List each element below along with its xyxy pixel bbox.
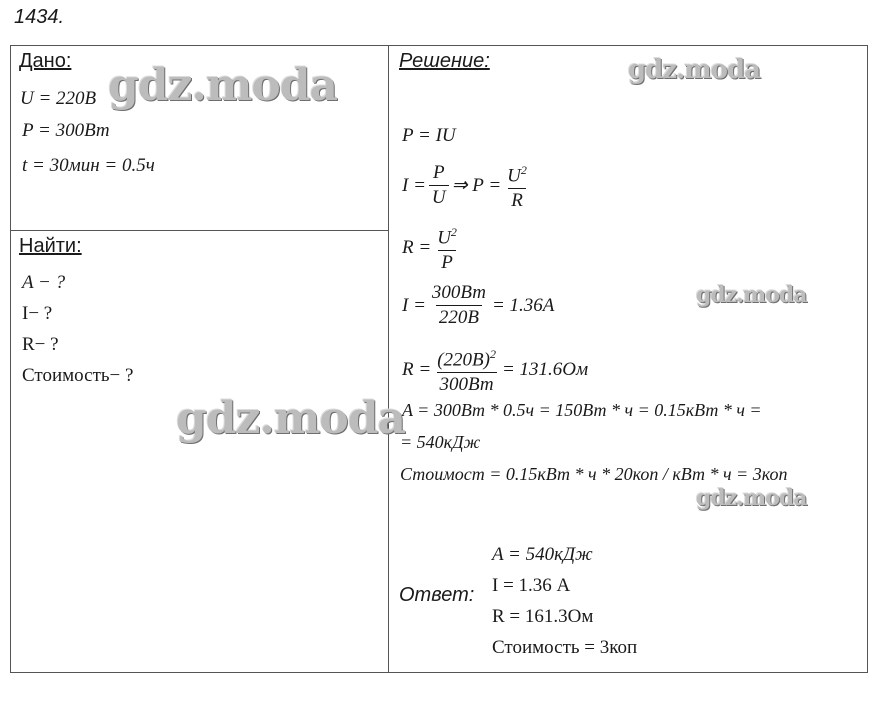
fraction-numerator: $(220В)^2$ [437, 347, 496, 371]
formula-rhs: = 1.36А [491, 294, 555, 316]
column-divider [388, 45, 389, 673]
find-line: R− ? [22, 334, 59, 355]
calc-work: A = 300Вт * 0.5ч = 150Вт * ч = 0.15кВт * ч = [402, 400, 762, 420]
calc-cost: Стоимост = 0.15кВт * ч * 20коп / кВт * ч = 3коп [400, 464, 788, 484]
formula-lhs: I = [402, 294, 426, 316]
answer-line: A = 540кДж [492, 544, 593, 565]
find-heading: Найти: [19, 235, 82, 257]
watermark: gdz.moda [696, 282, 807, 308]
fraction-denominator: 300Вт [437, 372, 497, 396]
given-line: U = 220В [20, 88, 97, 109]
fraction-denominator: R [508, 188, 526, 212]
fraction-denominator: U [429, 185, 449, 209]
answer-line: R = 161.3Ом [492, 606, 594, 627]
fraction-denominator: P [438, 250, 456, 274]
calc-current [402, 282, 554, 329]
answer-line: Стоимость = 3коп [492, 637, 638, 658]
fraction [429, 282, 489, 329]
fraction [434, 221, 460, 274]
fraction [434, 343, 499, 396]
answer-label: Ответ: [399, 584, 475, 606]
fraction [429, 162, 449, 209]
fraction-denominator: 220В [436, 305, 482, 329]
given-line: t = 30мин = 0.5ч [22, 155, 155, 176]
formula-resistance [402, 221, 463, 274]
find-line: I− ? [22, 303, 53, 324]
watermark: gdz.moda [108, 60, 338, 111]
given-heading: Дано: [19, 50, 72, 72]
problem-number: 1434. [14, 6, 65, 28]
fraction-numerator: $U^2$ [507, 163, 527, 187]
find-line: Стоимость− ? [22, 365, 134, 386]
fraction-numerator: P [432, 162, 445, 184]
answer-line: I = 1.36 А [492, 575, 571, 596]
solution-heading: Решение: [399, 50, 490, 72]
watermark: gdz.moda [696, 485, 807, 511]
formula-lhs: R = [402, 236, 432, 258]
calc-work-result: = 540кДж [400, 432, 481, 452]
formula-lhs: I = [402, 174, 426, 196]
fraction-numerator: $U^2$ [437, 225, 457, 249]
formula-mid: ⇒ P = [451, 175, 502, 197]
row-divider [10, 230, 389, 231]
formula-current-power [402, 159, 533, 212]
watermark: gdz.moda [176, 393, 406, 444]
calc-resistance [402, 343, 588, 396]
formula-rhs: = 131.6Ом [501, 358, 589, 380]
fraction [504, 159, 530, 212]
formula-power: P = IU [402, 125, 456, 146]
given-line: P = 300Вт [22, 120, 110, 141]
find-line: A − ? [22, 272, 66, 293]
formula-lhs: R = [402, 358, 432, 380]
watermark: gdz.moda [628, 55, 761, 85]
fraction-numerator: 300Вт [431, 282, 486, 303]
